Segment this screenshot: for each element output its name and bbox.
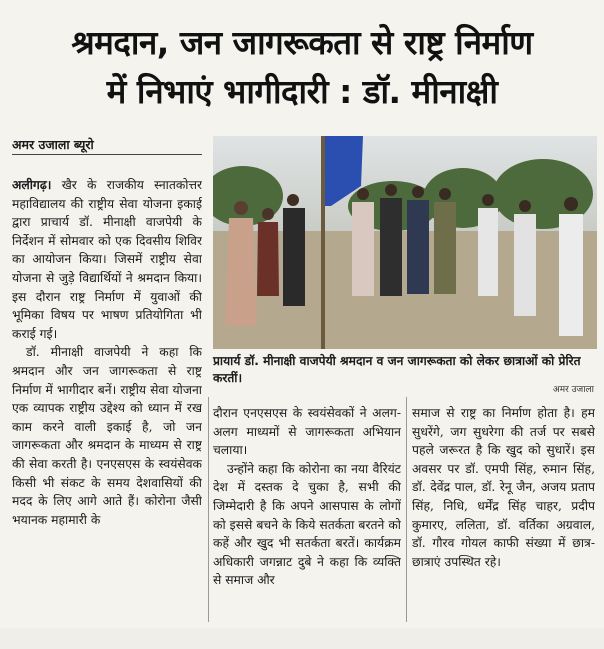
column-3-para-1: समाज से राष्ट्र का निर्माण होता है। हम सुधरेंगे, जग सुधरेगा की तर्ज पर सबसे पहले जरूरत है कि खुद को सुधारें। इस अवसर पर डॉ. एमपी सिंह, रुमान सिंह, डॉ. देवेंद्र पाल, डॉ. रेनू जैन, अजय प्रताप सिंह, निधि, धर्मेंद्र सिंह चाहर, प्रदीप कुमारए, ललिता, डॉ. वर्तिका अग्रवाल, डॉ. गौरव गोयल काफी संख्या में छात्र-छात्राएं उपस्थित रहे। xyxy=(412,406,595,569)
person xyxy=(225,201,257,326)
person xyxy=(478,194,498,296)
column-1-para-2: डॉ. मीनाक्षी वाजपेयी ने कहा कि श्रमदान और जन जागरूकता से राष्ट्र निर्माण में भागीदार बनें। राष्ट्रीय सेवा योजना एक व्यापक राष्ट्रीय उद्देश्य को ध्यान में रख काम करने वाली इकाई है, जो जन जागरूकता और श्रमदान के माध्यम से राष्ट्र की सेवा करती है। एनएसएस के स्वयंसेवक किसी भी संकट के समय देशवासियों की मदद के लिए आगे आते हैं। कोरोना जैसी भयानक महामारी के xyxy=(12,345,202,527)
person xyxy=(434,188,456,294)
headline xyxy=(0,18,604,116)
column-1-para-1 xyxy=(12,176,202,343)
headline-line-2: में निभाएं भागीदारी : डॉ. मीनाक्षी xyxy=(106,72,498,111)
photo-caption: प्रायार्य डॉ. मीनाक्षी वाजपेयी श्रमदान व जन जागरूकता को लेकर छात्राओं को प्रेरित करतीं। xyxy=(213,354,581,385)
column-divider xyxy=(208,397,209,622)
dateline: अलीगढ़। xyxy=(12,178,52,192)
photo-credit: अमर उजाला xyxy=(552,385,594,395)
column-divider xyxy=(406,397,407,622)
column-1 xyxy=(12,176,202,626)
byline-rule xyxy=(12,154,202,155)
person xyxy=(407,186,429,294)
column-2-para-1: दौरान एनएसएस के स्वयंसेवकों ने अलग-अलग माध्यमों से जागरूकता अभियान चलाया। xyxy=(213,406,401,458)
column-2 xyxy=(213,404,401,626)
person xyxy=(380,184,402,296)
column-3 xyxy=(412,404,595,626)
column-1-para-1-text: खैर के राजकीय स्नातकोत्तर महाविद्यालय की राष्ट्रीय सेवा योजना इकाई द्वारा प्राचार्य डॉ. मीनाक्षी वाजपेयी के निर्देशन में सोमवार को एक दिवसीय शिविर का आयोजन किया। जिसमें राष्ट्रीय सेवा योजना से जुड़े विद्यार्थियों ने श्रमदान किया। इस दौरान राष्ट्र निर्माण में युवाओं की भूमिका विषय पर भाषण प्रतियोगिता भी कराई गई। xyxy=(12,178,202,341)
headline-line-1: श्रमदान, जन जागरूकता से राष्ट्र निर्माण xyxy=(71,23,533,62)
byline: अमर उजाला ब्यूरो xyxy=(12,137,94,152)
photo-illustration xyxy=(213,136,597,349)
person xyxy=(559,197,583,336)
person xyxy=(352,188,374,296)
person xyxy=(514,200,536,316)
flag-pole xyxy=(321,136,325,349)
next-article-edge xyxy=(0,628,604,649)
column-2-para-2: उन्होंने कहा कि कोरोना का नया वैरियंट देश में दस्तक दे चुका है, सभी की जिम्मेदारी है कि अपने आसपास के लोगों को इससे बचने के किये सतर्कता बरतने को कहें और खुद भी सतर्कता बरतें। कार्यक्रम अधिकारी जगन्नाट दुबे ने कहा कि व्यक्ति से समाज और xyxy=(213,461,401,588)
news-photo xyxy=(213,136,597,349)
person xyxy=(283,194,305,306)
